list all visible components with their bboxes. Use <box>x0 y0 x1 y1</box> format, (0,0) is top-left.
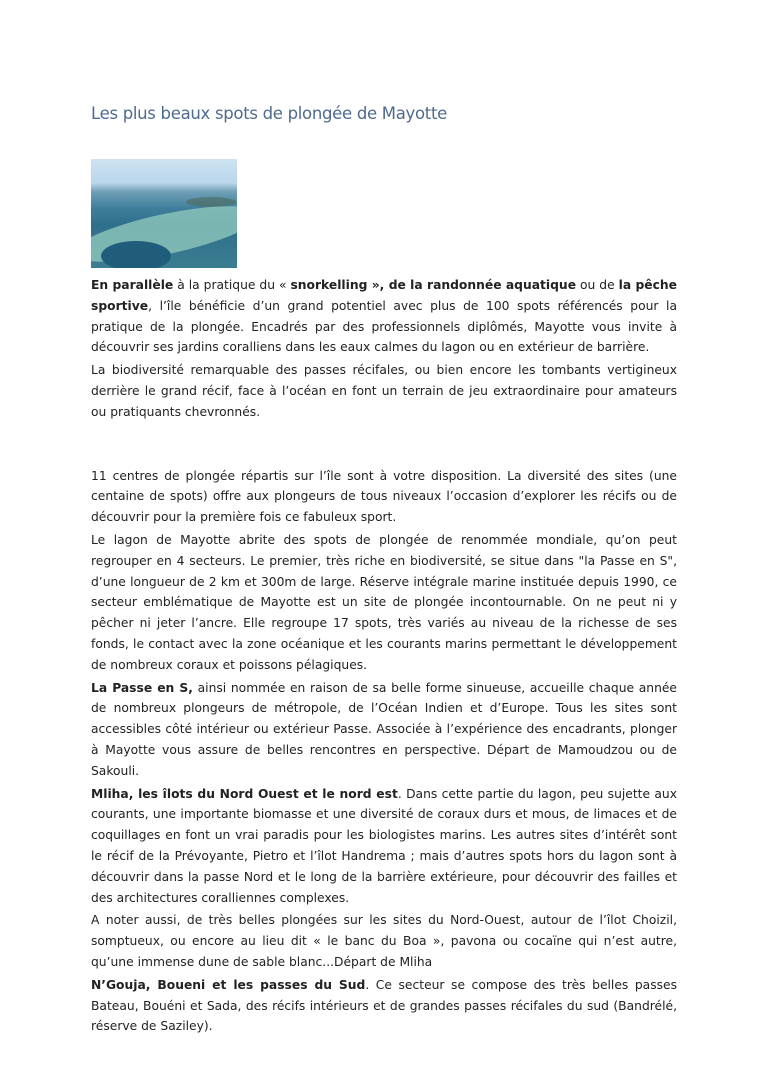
bold-text: La Passe en S, <box>91 680 193 695</box>
text: Le lagon de Mayotte abrite des spots de plongée de renommée mondiale, qu’on peut regrouper en 4 secteurs. Le premier, très riche en biodiversité, se situe dans "la Passe en S", d’une longueur de 2 km et 300m de large. Réserve intégrale marine instituée depuis 1990, ce secteur emblématique de Mayotte est un site de plongée incontournable. On ne peut ni y pêcher ni jeter l’ancre. Elle regroupe 17 spots, très variés au niveau de la richesse de ses fonds, le contact avec la zone océanique et les courants marins permettant le développement de nombreux coraux et poissons pélagiques. <box>91 532 677 672</box>
paragraph <box>91 910 677 972</box>
paragraph <box>91 530 677 676</box>
text: , l’île bénéficie d’un grand potentiel avec plus de 100 spots référencés pour la pratique de la plongée. Encadrés par des professionnels diplômés, Mayotte vous invite à découvrir ses jardins coralliens dans les eaux calmes du lagon ou en extérieur de barrière. <box>91 298 677 355</box>
text: 11 centres de plongée répartis sur l’île sont à votre disposition. La diversité des sites (une centaine de spots) offre aux plongeurs de tous niveaux l’occasion d’explorer les récifs ou de découvrir pour la première fois ce fabuleux sport. <box>91 468 677 525</box>
paragraph <box>91 466 677 528</box>
text: à la pratique du « <box>173 278 291 292</box>
text: A noter aussi, de très belles plongées sur les sites du Nord-Ouest, autour de l’îlot Choizil, somptueux, ou encore au lieu dit « le banc du Boa », pavona ou cocaïne qui n’est autre, qu’une immense dune de sable blanc...Départ de Mliha <box>91 913 677 969</box>
paragraph-spacer <box>91 425 677 466</box>
text: La biodiversité remarquable des passes récifales, ou bien encore les tombants vertigineux derrière le grand récif, face à l’océan en font un terrain de jeu extraordinaire pour amateurs ou pratiquants chevronnés. <box>91 363 677 419</box>
paragraph <box>91 975 677 1037</box>
text: . Ce secteur se compose des très belles passes Bateau, Bouéni et Sada, des récifs intérieurs et de grandes passes récifales du sud (Bandrélé, réserve de Saziley). <box>91 977 677 1034</box>
paragraph <box>91 275 677 358</box>
bold-text: snorkelling », de la randonnée aquatique <box>290 278 577 292</box>
bold-text: N’Gouja, Boueni et les passes du Sud <box>91 977 366 992</box>
lagoon-photo <box>91 159 237 268</box>
text: ou de <box>576 278 619 292</box>
text: ainsi nommée en raison de sa belle forme sinueuse, accueille chaque année de nombreux plongeurs de métropole, de l’Océan Indien et d’Europe. Tous les sites sont accessibles côté intérieur ou extérieur Passe. Associée à l’expérience des encadrants, plonger à Mayotte vous assure de belles rencontres en perspective. Départ de Mamoudzou ou de Sakouli. <box>91 680 678 778</box>
paragraph <box>91 678 677 782</box>
bold-text: Mliha, les îlots du Nord Ouest et le nord est <box>91 786 398 801</box>
bold-text: la pêche sportive <box>91 278 677 313</box>
text: . Dans cette partie du lagon, peu sujette aux courants, une importante biomasse et une diversité de coraux durs et mous, de limaces et de coquillages en font un vrai paradis pour les biologistes marins. Les autres sites d’intérêt sont le récif de la Prévoyante, Pietro et l’îlot Handrema ; mais d’autres spots hors du lagon sont à découvrir dans la passe Nord et le long de la barrière extérieure, pour découvrir des failles et des architectures coralliennes complexes. <box>91 786 677 905</box>
deep-water-shape <box>101 241 171 268</box>
paragraph <box>91 360 677 422</box>
page-title: Les plus beaux spots de plongée de Mayotte <box>91 104 447 123</box>
paragraph <box>91 784 677 909</box>
article-body <box>91 275 677 1039</box>
bold-text: En parallèle <box>91 278 174 292</box>
